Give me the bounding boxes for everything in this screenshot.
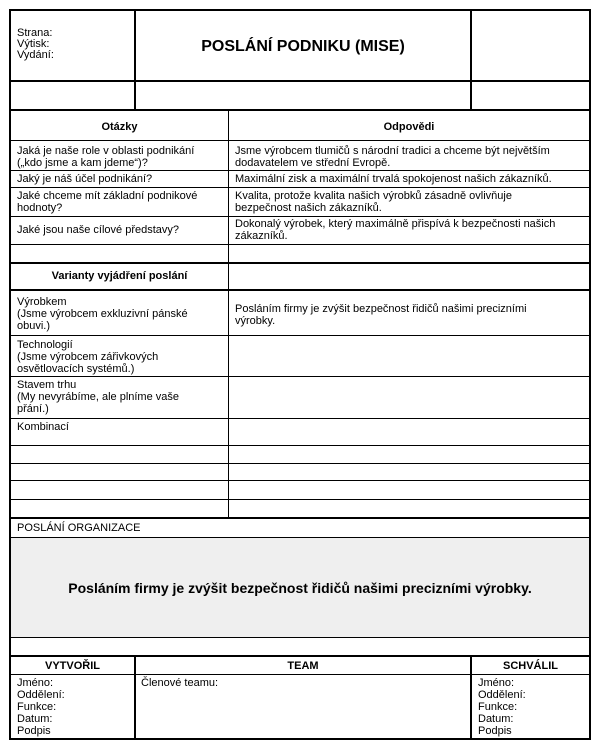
variant-1-answer-line-1: Posláním firmy je zvýšit bezpečnost řidičů našimi precizními bbox=[235, 303, 527, 315]
footer-top-rule bbox=[10, 655, 590, 657]
variant-3-line-1: Stavem trhu bbox=[17, 379, 77, 391]
variant-1-answer-line-2: výrobky. bbox=[235, 315, 276, 327]
created-header: VYTVOŘIL bbox=[44, 660, 100, 672]
header-divider-left bbox=[134, 10, 136, 109]
qa-header-rule bbox=[10, 140, 590, 141]
qa-column-divider bbox=[228, 110, 229, 518]
variant-1-line-3: obuvi.) bbox=[17, 320, 51, 332]
meta-strana-label: Strana: bbox=[17, 27, 53, 39]
mission-statement: Posláním firmy je zvýšit bezpečnost řidičů našimi precizními výrobky. bbox=[68, 580, 532, 596]
answer-4-line-1: Dokonalý výrobek, který maximálně přispívá k bezpečnosti našich bbox=[235, 218, 556, 230]
banner-bottom-rule bbox=[10, 637, 590, 638]
answer-2: Maximální zisk a maximální trvalá spokojenost našich zákazníků. bbox=[235, 173, 552, 185]
created-function-label: Funkce: bbox=[17, 701, 57, 713]
qa-row-rule-3 bbox=[10, 216, 590, 217]
header-bottom-rule bbox=[10, 109, 590, 111]
variant-2-line-2: (Jsme výrobcem zářivkových bbox=[17, 351, 159, 363]
variant-rule-1 bbox=[10, 335, 590, 336]
variant-rule-2 bbox=[10, 376, 590, 377]
variant-4-line-1: Kombinací bbox=[17, 421, 69, 433]
variants-top-rule bbox=[10, 262, 590, 264]
answer-3-line-1: Kvalita, protože kvalita našich výrobků zásadně ovlivňuje bbox=[235, 190, 512, 202]
variant-1-line-1: Výrobkem bbox=[17, 296, 67, 308]
approved-name-label: Jméno: bbox=[478, 677, 515, 689]
empty-row-rule-2 bbox=[10, 463, 590, 464]
variant-2-line-3: osvětlovacích systémů.) bbox=[17, 363, 135, 375]
team-members-label: Členové teamu: bbox=[141, 677, 219, 689]
created-signature-label: Podpis bbox=[17, 725, 51, 737]
approved-header: SCHVÁLIL bbox=[503, 660, 558, 672]
answer-1-line-2: dodavatelem ve střední Evropě. bbox=[235, 157, 391, 169]
meta-vydani-label: Vydání: bbox=[17, 49, 54, 61]
header-divider-right bbox=[470, 10, 472, 109]
question-1-line-1: Jaká je naše role v oblasti podnikání bbox=[17, 145, 195, 157]
variants-header: Varianty vyjádření poslání bbox=[51, 270, 188, 282]
created-date-label: Datum: bbox=[17, 713, 53, 725]
variant-3-line-2: (My nevyrábíme, ale plníme vaše bbox=[17, 391, 180, 403]
approved-date-label: Datum: bbox=[478, 713, 514, 725]
header-separator bbox=[10, 80, 590, 82]
footer-header-rule bbox=[10, 674, 590, 675]
organization-label: POSLÁNÍ ORGANIZACE bbox=[17, 522, 141, 534]
qa-row-rule-1 bbox=[10, 170, 590, 171]
variant-3-line-3: přání.) bbox=[17, 403, 49, 415]
answer-1-line-1: Jsme výrobcem tlumičů s národní tradici a chceme být největším bbox=[235, 145, 550, 157]
empty-row-rule-4 bbox=[10, 499, 590, 500]
question-4: Jaké jsou naše cílové představy? bbox=[17, 224, 180, 236]
approved-department-label: Oddělení: bbox=[478, 689, 526, 701]
variant-rule-3 bbox=[10, 418, 590, 419]
table-bottom-rule bbox=[10, 517, 590, 519]
qa-row-rule-2 bbox=[10, 187, 590, 188]
answer-4-line-2: zákazníků. bbox=[235, 230, 288, 242]
approved-function-label: Funkce: bbox=[478, 701, 518, 713]
empty-row-rule-3 bbox=[10, 480, 590, 481]
variant-1-line-2: (Jsme výrobcem exkluzivní pánské bbox=[17, 308, 188, 320]
qa-row-rule-4 bbox=[10, 244, 590, 245]
question-2: Jaký je náš účel podnikání? bbox=[17, 173, 153, 185]
variants-header-rule bbox=[10, 289, 590, 291]
question-3-line-2: hodnoty? bbox=[17, 202, 63, 214]
answer-3-line-2: bezpečnost našich zákazníků. bbox=[235, 202, 382, 214]
approved-signature-label: Podpis bbox=[478, 725, 512, 737]
answers-header: Odpovědi bbox=[383, 121, 435, 133]
question-3-line-1: Jaké chceme mít základní podnikové bbox=[17, 190, 198, 202]
document-title: POSLÁNÍ PODNIKU (MISE) bbox=[201, 38, 405, 55]
created-name-label: Jméno: bbox=[17, 677, 54, 689]
question-1-line-2: („kdo jsme a kam jdeme“)? bbox=[17, 157, 148, 169]
created-department-label: Oddělení: bbox=[17, 689, 65, 701]
empty-row-rule-1 bbox=[10, 445, 590, 446]
team-header: TEAM bbox=[287, 660, 319, 672]
meta-vytisk-label: Výtisk: bbox=[17, 38, 50, 50]
variant-2-line-1: Technologií bbox=[17, 339, 73, 351]
questions-header: Otázky bbox=[101, 121, 138, 133]
